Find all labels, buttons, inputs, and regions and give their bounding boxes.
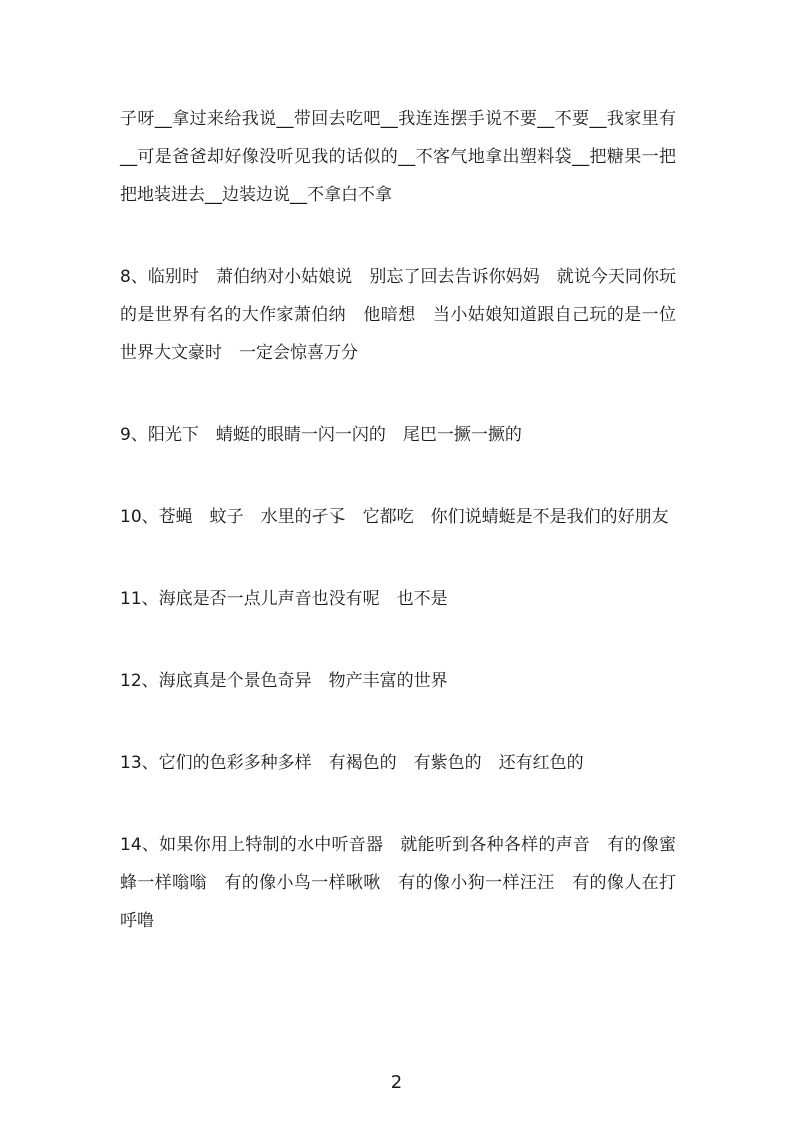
page-number: 2 [390,1072,403,1093]
paragraph-item-8: 8、临别时 萧伯纳对小姑娘说 别忘了回去告诉你妈妈 就说今天同你玩的是世界有名的大作家萧伯纳 他暗想 当小姑娘知道跟自己玩的是一位世界大文豪时 一定会惊喜万分 [120,267,676,363]
paragraph-item-10: 10、苍蝇 蚊子 水里的孑孓 它都吃 你们说蜻蜓是不是我们的好朋友 [120,507,669,527]
paragraph-item-14: 14、如果你用上特制的水中听音器 就能听到各种各样的声音 有的像蜜蜂一样嗡嗡 有的像小鸟一样啾啾 有的像小狗一样汪汪 有的像人在打呼噜 [120,835,676,931]
paragraph-continued: 子呀__拿过来给我说__带回去吃吧__我连连摆手说不要__不要__我家里有__可是爸爸却好像没听见我的话似的__不客气地拿出塑料袋__把糖果一把把地装进去__边装边说__不拿白不拿 [120,109,676,205]
paragraph-item-12: 12、海底真是个景色奇异 物产丰富的世界 [120,671,448,691]
paragraph-item-9: 9、阳光下 蜻蜓的眼睛一闪一闪的 尾巴一撅一撅的 [120,425,522,445]
paragraph-item-11: 11、海底是否一点儿声音也没有呢 也不是 [120,589,448,609]
paragraph-item-13: 13、它们的色彩多种多样 有褐色的 有紫色的 还有红色的 [120,753,584,773]
page-content [120,100,676,984]
